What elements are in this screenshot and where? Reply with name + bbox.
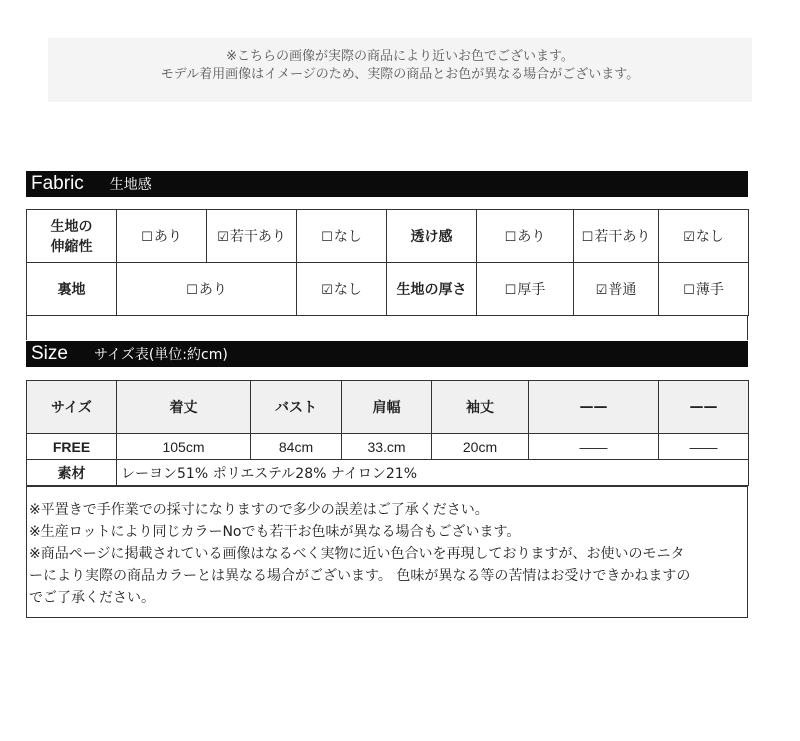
sheer-option-none <box>659 210 749 263</box>
checkbox-checked-icon: ☑ <box>595 283 608 298</box>
empty-value-2: —— <box>659 434 749 460</box>
header-empty-1: —— <box>529 381 659 434</box>
sheer-option-slight <box>574 210 659 263</box>
checkbox-icon: ☐ <box>581 230 594 245</box>
lining-option-none <box>297 263 387 316</box>
note-line: ※商品ページに掲載されている画像はなるべく実物に近い色合いを再現しておりますが、お使いのモニタ <box>29 546 685 562</box>
thickness-option-thin <box>659 263 749 316</box>
size-table <box>26 380 749 486</box>
material-label: 素材 <box>27 460 117 486</box>
table-row <box>27 434 749 460</box>
option-label: 若干あり <box>594 229 651 245</box>
notice-line-1: ※こちらの画像が実際の商品により近いお色でございます。 <box>226 49 574 64</box>
option-label: なし <box>333 229 362 245</box>
note-line: ーにより実際の商品カラーとは異なる場合がございます。 色味が異なる等の苦情はお受けできかねますの <box>29 568 691 584</box>
size-value: FREE <box>27 434 117 460</box>
checkbox-icon: ☐ <box>504 230 517 245</box>
sleeve-value: 20cm <box>432 434 529 460</box>
option-label: 厚手 <box>517 282 546 298</box>
checkbox-icon: ☐ <box>186 283 198 298</box>
fabric-title: Fabric <box>31 173 84 194</box>
shoulder-value: 33.cm <box>342 434 432 460</box>
material-row <box>27 460 749 486</box>
checkbox-icon: ☐ <box>683 283 695 298</box>
note-line: ※生産ロットにより同じカラーNoでも若干お色味が異なる場合もございます。 <box>29 524 521 540</box>
stretch-option-ari <box>117 210 207 263</box>
note-line: でご了承ください。 <box>29 590 155 606</box>
lining-option-ari <box>117 263 297 316</box>
stretch-option-none <box>297 210 387 263</box>
size-section-header <box>26 341 748 367</box>
size-subtitle: サイズ表(単位:約cm) <box>93 347 228 363</box>
option-label: なし <box>333 282 362 298</box>
section-gap <box>26 315 748 340</box>
lining-label: 裏地 <box>27 263 117 316</box>
sheer-label: 透け感 <box>387 210 477 263</box>
note-line: ※平置きで手作業での採寸になりますので多少の誤差はご了承ください。 <box>29 502 489 518</box>
header-empty-2: —— <box>659 381 749 434</box>
header-bust: バスト <box>251 381 342 434</box>
empty-value-1: —— <box>529 434 659 460</box>
notice-line-2: モデル着用画像はイメージのため、実際の商品とお色が異なる場合がございます。 <box>160 67 640 82</box>
checkbox-checked-icon: ☑ <box>321 283 333 298</box>
thickness-label: 生地の厚さ <box>387 263 477 316</box>
stretch-label <box>27 210 117 263</box>
option-label: 普通 <box>608 282 637 298</box>
fabric-row-lining <box>27 263 749 316</box>
header-shoulder: 肩幅 <box>342 381 432 434</box>
option-label: あり <box>153 229 182 245</box>
checkbox-icon: ☐ <box>141 230 153 245</box>
checkbox-icon: ☐ <box>321 230 333 245</box>
material-value: レーヨン51% ポリエステル28% ナイロン21% <box>117 460 749 486</box>
fabric-row-stretch <box>27 210 749 263</box>
thickness-option-thick <box>477 263 574 316</box>
header-size: サイズ <box>27 381 117 434</box>
fabric-table <box>26 209 749 316</box>
fabric-subtitle: 生地感 <box>109 177 152 193</box>
option-label: なし <box>695 229 724 245</box>
thickness-option-normal <box>574 263 659 316</box>
care-notes <box>26 486 748 618</box>
header-length: 着丈 <box>117 381 251 434</box>
stretch-option-slight <box>207 210 297 263</box>
option-label: あり <box>198 282 227 298</box>
stretch-label-line-1: 生地の <box>50 219 93 235</box>
checkbox-checked-icon: ☑ <box>217 230 229 245</box>
option-label: 若干あり <box>229 229 286 245</box>
option-label: あり <box>517 229 546 245</box>
fabric-section-header <box>26 171 748 197</box>
sheer-option-ari <box>477 210 574 263</box>
stretch-label-line-2: 伸縮性 <box>50 239 93 255</box>
length-value: 105cm <box>117 434 251 460</box>
checkbox-icon: ☐ <box>504 283 517 298</box>
checkbox-checked-icon: ☑ <box>683 230 695 245</box>
option-label: 薄手 <box>695 282 724 298</box>
size-header-row <box>27 381 749 434</box>
color-notice <box>48 38 752 102</box>
header-sleeve: 袖丈 <box>432 381 529 434</box>
size-title: Size <box>31 343 68 364</box>
bust-value: 84cm <box>251 434 342 460</box>
